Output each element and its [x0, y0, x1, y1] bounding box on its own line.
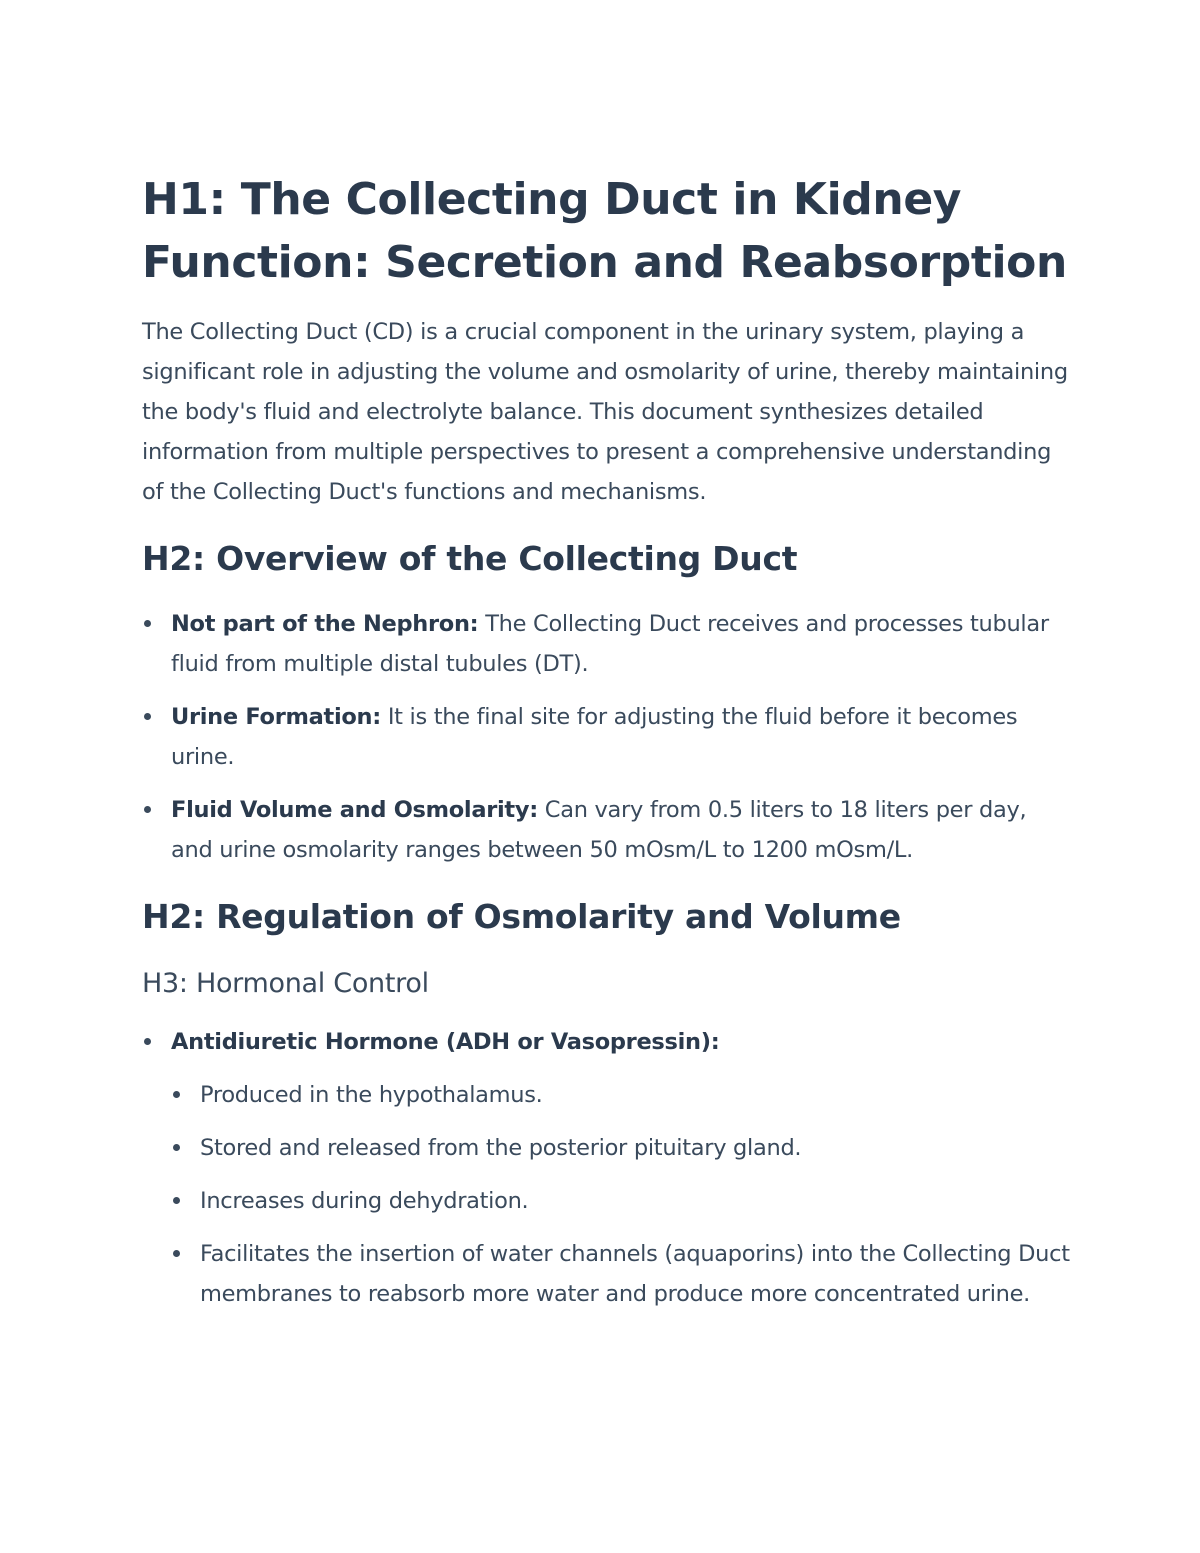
bullet-icon: [173, 1144, 180, 1151]
sublist-item: [171, 1128, 1072, 1168]
intro-paragraph: The Collecting Duct (CD) is a crucial component in the urinary system, playing a significant role in adjusting the volume and osmolarity of urine, thereby maintaining the body's fluid and electrolyte balance. This document synthesizes detailed information from multiple perspectives to present a comprehensive understanding of the Collecting Duct's functions and mechanisms.: [142, 319, 1068, 505]
sublist-item: [171, 1234, 1072, 1314]
list-item-text: The Collecting Duct receives and processes tubular fluid from multiple distal tubules (DT).: [171, 611, 1049, 677]
hormonal-control-heading: H3: Hormonal Control: [142, 968, 429, 999]
list-item: [142, 1022, 1072, 1314]
bullet-icon: [144, 713, 151, 720]
regulation-section: [142, 894, 1072, 1314]
bullet-icon: [144, 620, 151, 627]
bullet-icon: [173, 1250, 180, 1257]
list-item-term: Antidiuretic Hormone (ADH or Vasopressin):: [171, 1029, 720, 1055]
bullet-icon: [144, 1038, 151, 1045]
sublist-item-text: Stored and released from the posterior pituitary gland.: [200, 1135, 802, 1161]
document-page: [142, 168, 1072, 1314]
list-item-text: Can vary from 0.5 liters to 18 liters per day, and urine osmolarity ranges between 50 mOsm/L to 1200 mOsm/L.: [171, 797, 1027, 863]
list-item-text: It is the final site for adjusting the fluid before it becomes urine.: [171, 704, 1018, 770]
list-item-term: Urine Formation:: [171, 704, 381, 730]
bullet-icon: [173, 1197, 180, 1204]
sublist-item-text: Increases during dehydration.: [200, 1188, 529, 1214]
sublist-item-text: Produced in the hypothalamus.: [200, 1082, 543, 1108]
page-title: H1: The Collecting Duct in Kidney Function: Secretion and Reabsorption: [142, 174, 1067, 288]
list-item: [142, 697, 1072, 777]
overview-list: [142, 604, 1072, 870]
list-item-term: Not part of the Nephron:: [171, 611, 479, 637]
overview-section: [142, 536, 1072, 870]
sublist-item: [171, 1075, 1072, 1115]
sublist-item: [171, 1181, 1072, 1221]
sublist-item-text: Facilitates the insertion of water channels (aquaporins) into the Collecting Duct membranes to reabsorb more water and produce more concentrated urine.: [200, 1241, 1070, 1307]
regulation-heading: H2: Regulation of Osmolarity and Volume: [142, 897, 901, 936]
list-item: [142, 790, 1072, 870]
bullet-icon: [173, 1091, 180, 1098]
overview-heading: H2: Overview of the Collecting Duct: [142, 539, 798, 578]
bullet-icon: [144, 806, 151, 813]
adh-sublist: [171, 1075, 1072, 1314]
list-item: [142, 604, 1072, 684]
list-item-term: Fluid Volume and Osmolarity:: [171, 797, 538, 823]
hormonal-control-list: [142, 1022, 1072, 1314]
